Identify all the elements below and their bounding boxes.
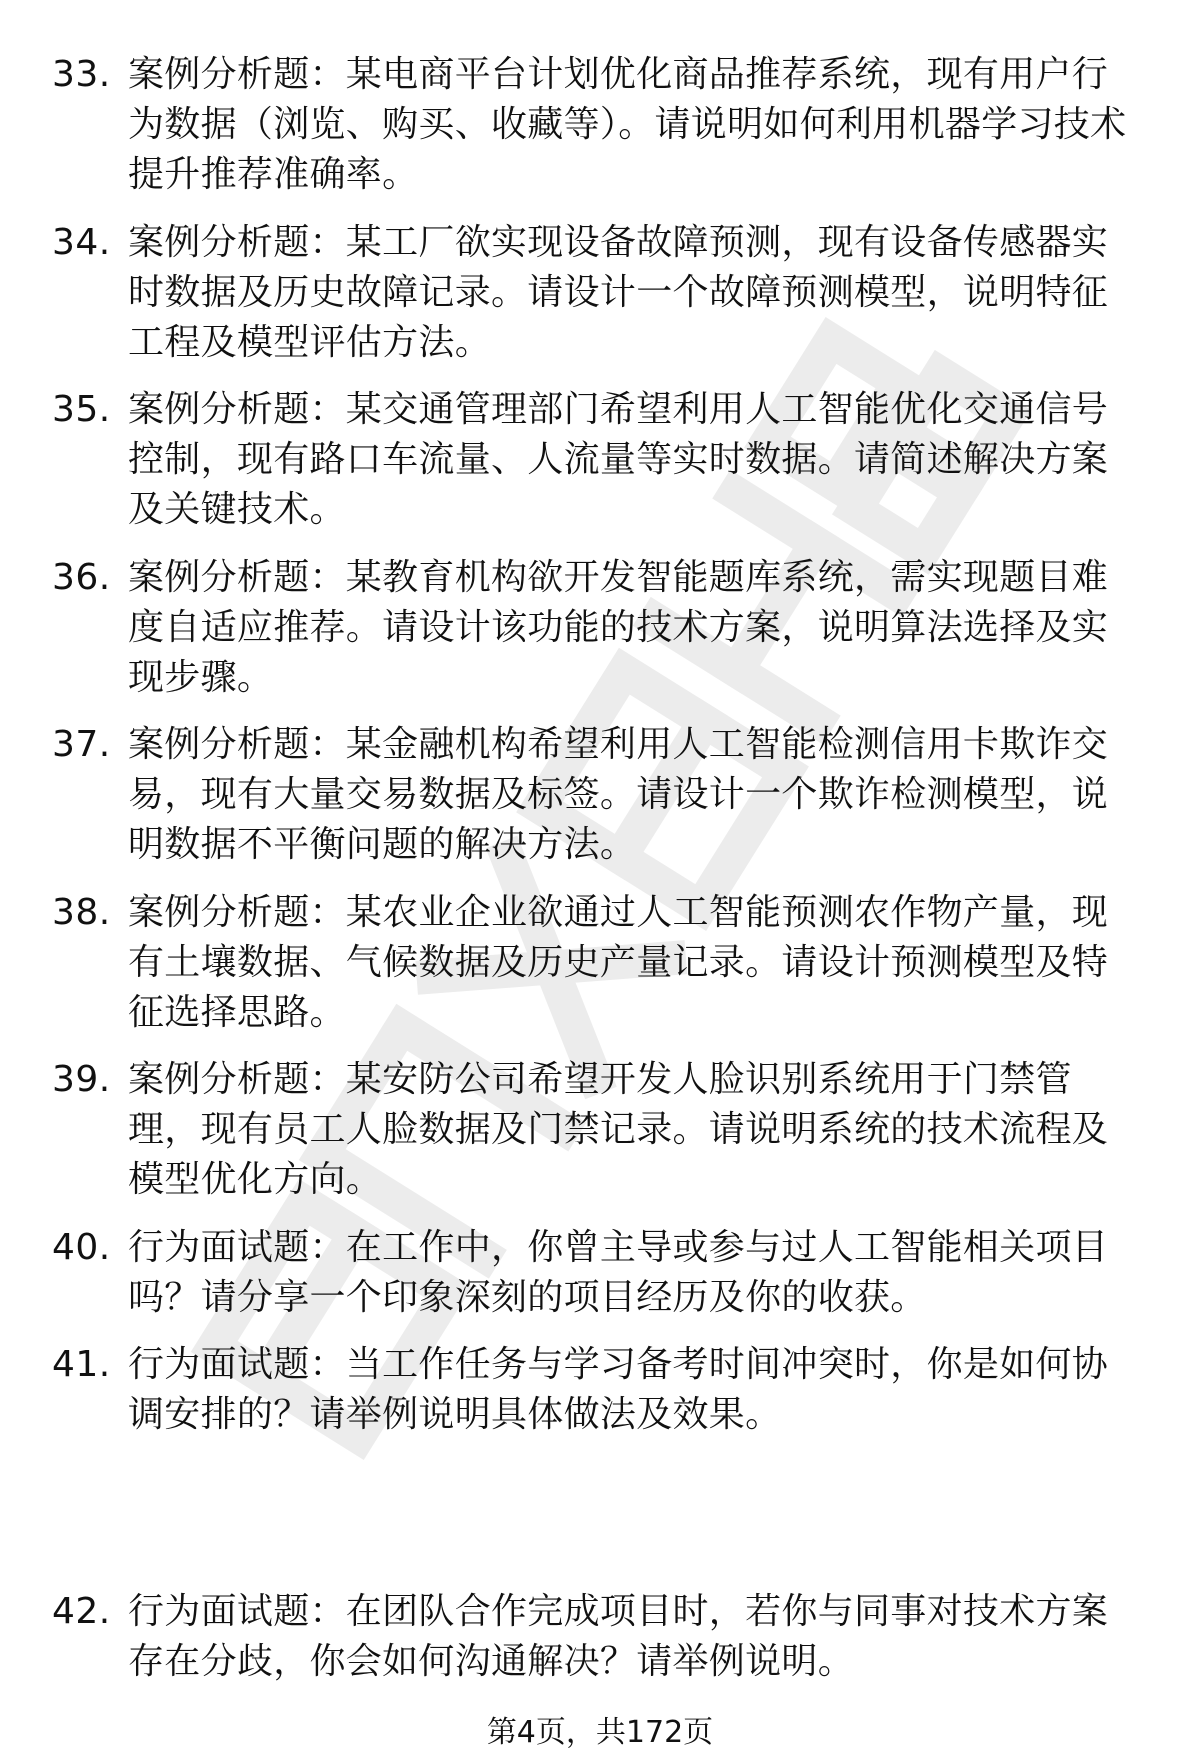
question-number: 38. [52,892,111,933]
question-number: 39. [52,1059,111,1100]
question-number: 33. [52,54,111,95]
question-text: 案例分析题：某交通管理部门希望利用人工智能优化交通信号控制，现有路口车流量、人流量等实时数据。请简述解决方案及关键技术。 [128,389,1109,530]
question-number: 40. [52,1227,111,1268]
question-text: 案例分析题：某农业企业欲通过人工智能预测农作物产量，现有土壤数据、气候数据及历史产量记录。请设计预测模型及特征选择思路。 [128,892,1109,1033]
question-number: 41. [52,1344,111,1385]
question-text: 案例分析题：某教育机构欲开发智能题库系统，需实现题目难度自适应推荐。请设计该功能的技术方案，说明算法选择及实现步骤。 [128,557,1109,698]
question-number: 34. [52,222,111,263]
question-text: 行为面试题：在工作中，你曾主导或参与过人工智能相关项目吗？请分享一个印象深刻的项目经历及你的收获。 [128,1227,1109,1318]
question-number: 35. [52,389,111,430]
page-number-footer: 第4页，共172页 [486,1715,714,1750]
question-text: 案例分析题：某金融机构希望利用人工智能检测信用卡欺诈交易，现有大量交易数据及标签。请设计一个欺诈检测模型，说明数据不平衡问题的解决方法。 [128,724,1109,865]
question-number: 42. [52,1591,111,1632]
question-text: 案例分析题：某安防公司希望开发人脸识别系统用于门禁管理，现有员工人脸数据及门禁记录。请说明系统的技术流程及模型优化方向。 [128,1059,1109,1200]
question-text: 案例分析题：某工厂欲实现设备故障预测，现有设备传感器实时数据及历史故障记录。请设计一个故障预测模型，说明特征工程及模型评估方法。 [128,222,1109,363]
question-number: 37. [52,724,111,765]
question-text: 案例分析题：某电商平台计划优化商品推荐系统，现有用户行为数据（浏览、购买、收藏等）。请说明如何利用机器学习技术提升推荐准确率。 [128,54,1127,195]
question-number: 36. [52,557,111,598]
question-text: 行为面试题：在团队合作完成项目时，若你与同事对技术方案存在分歧，你会如何沟通解决？请举例说明。 [128,1591,1109,1682]
question-text: 行为面试题：当工作任务与学习备考时间冲突时，你是如何协调安排的？请举例说明具体做法及效果。 [128,1344,1109,1435]
